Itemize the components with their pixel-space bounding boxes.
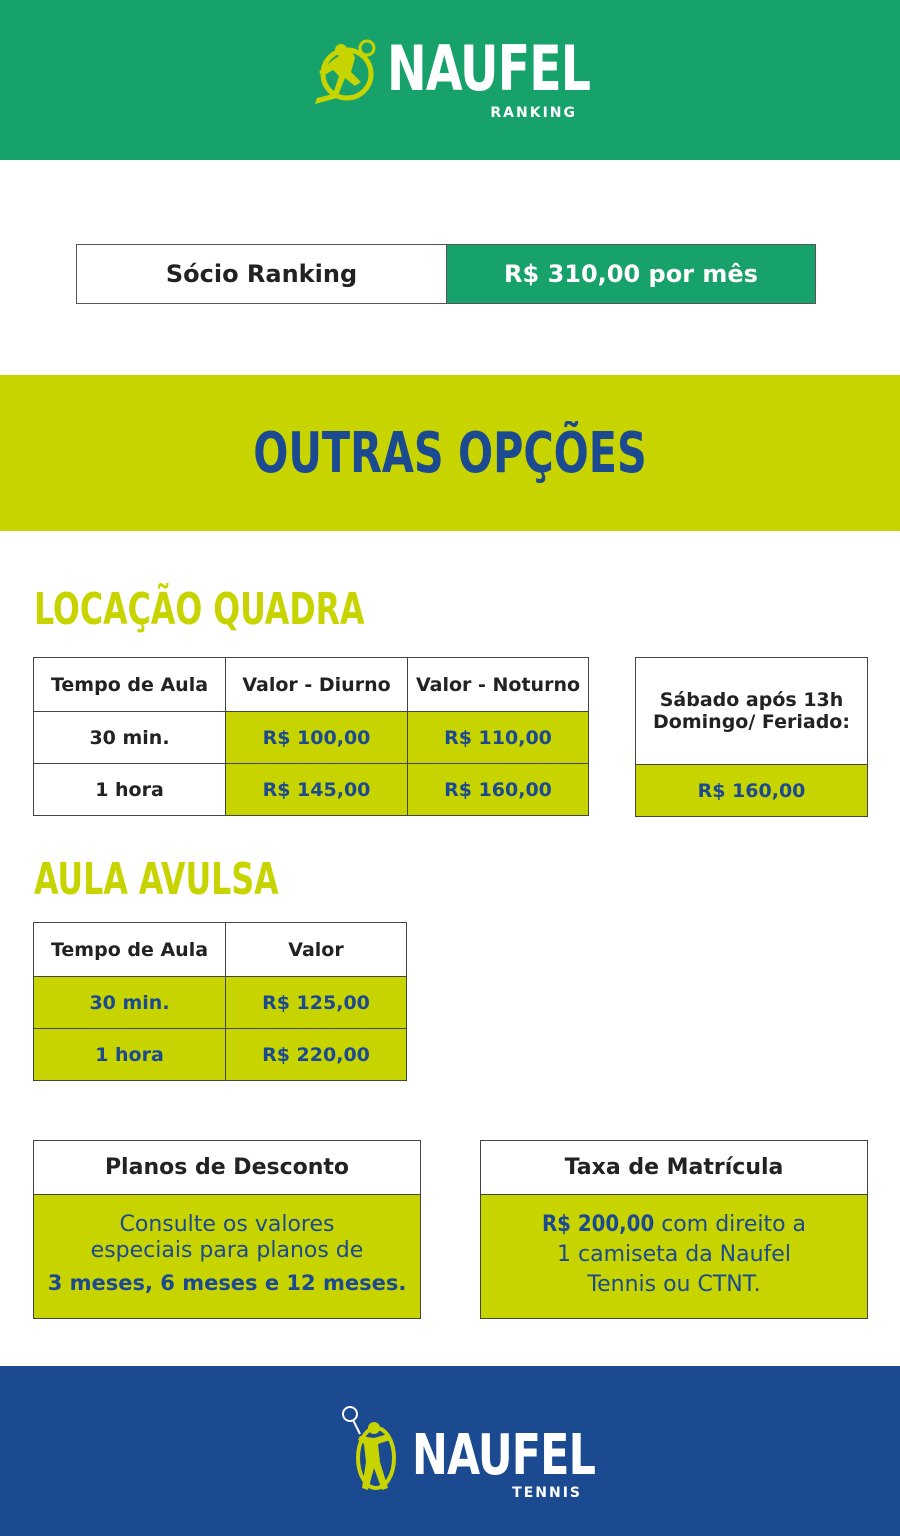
planos-line1: Consulte os valores: [119, 1212, 335, 1237]
planos-line2: especiais para planos de: [90, 1238, 364, 1263]
avulsa-title: AULA AVULSA: [34, 854, 279, 905]
cell-noturno: R$ 160,00: [408, 764, 589, 816]
logo-wordmark: NAUFEL: [387, 32, 591, 105]
planos-line3: 3 meses, 6 meses e 12 meses.: [47, 1271, 407, 1295]
cell-time: 30 min.: [34, 712, 226, 764]
table-row: [34, 977, 407, 1029]
cell-time: 30 min.: [34, 977, 226, 1029]
weekend-header: [636, 658, 868, 765]
table-header-row: [34, 658, 589, 712]
naufel-ranking-logo: [305, 32, 591, 121]
cell-valor: R$ 125,00: [226, 977, 407, 1029]
matricula-line1: com direito a: [654, 1212, 807, 1237]
table-row: [34, 764, 589, 816]
planos-box: [33, 1140, 421, 1319]
cell-time: 1 hora: [34, 1029, 226, 1081]
planos-title: Planos de Desconto: [34, 1141, 420, 1195]
weekend-line1: Sábado após 13h: [659, 689, 844, 711]
table-row: [34, 712, 589, 764]
locacao-table: [33, 657, 589, 816]
weekend-table: [635, 657, 868, 817]
logo-subtitle: RANKING: [490, 105, 577, 121]
planos-body: [34, 1195, 420, 1298]
matricula-price: R$ 200,00: [541, 1212, 655, 1237]
socio-label: Sócio Ranking: [77, 245, 447, 303]
naufel-tennis-logo: [340, 1404, 596, 1501]
socio-ranking-bar: [76, 244, 816, 304]
outras-title: OUTRAS OPÇÕES: [253, 420, 647, 486]
cell-valor: R$ 220,00: [226, 1029, 407, 1081]
matricula-line2: 1 camiseta da Naufel: [557, 1242, 791, 1267]
table-header-row: [636, 658, 868, 765]
matricula-title: Taxa de Matrícula: [481, 1141, 867, 1195]
cell-diurno: R$ 145,00: [226, 764, 408, 816]
weekend-line2: Domingo/ Feriado:: [653, 711, 850, 733]
logo-wordmark: NAUFEL: [412, 1423, 596, 1488]
weekend-price: R$ 160,00: [636, 765, 868, 817]
table-header-row: [34, 923, 407, 977]
socio-price: R$ 310,00 por mês: [447, 245, 815, 303]
col-header: Valor: [226, 923, 407, 977]
avulsa-table: [33, 922, 407, 1081]
col-header: Valor - Diurno: [226, 658, 408, 712]
cell-diurno: R$ 100,00: [226, 712, 408, 764]
tennis-player-icon: [340, 1404, 406, 1498]
matricula-body: [481, 1195, 867, 1300]
cell-time: 1 hora: [34, 764, 226, 816]
logo-subtitle: TENNIS: [512, 1485, 582, 1501]
table-row: [34, 1029, 407, 1081]
locacao-title: LOCAÇÃO QUADRA: [34, 584, 365, 635]
cell-noturno: R$ 110,00: [408, 712, 589, 764]
tennis-player-icon: [305, 38, 383, 118]
matricula-line3: Tennis ou CTNT.: [587, 1272, 761, 1297]
table-row: [636, 765, 868, 817]
col-header: Tempo de Aula: [34, 923, 226, 977]
matricula-box: [480, 1140, 868, 1319]
col-header: Tempo de Aula: [34, 658, 226, 712]
col-header: Valor - Noturno: [408, 658, 589, 712]
